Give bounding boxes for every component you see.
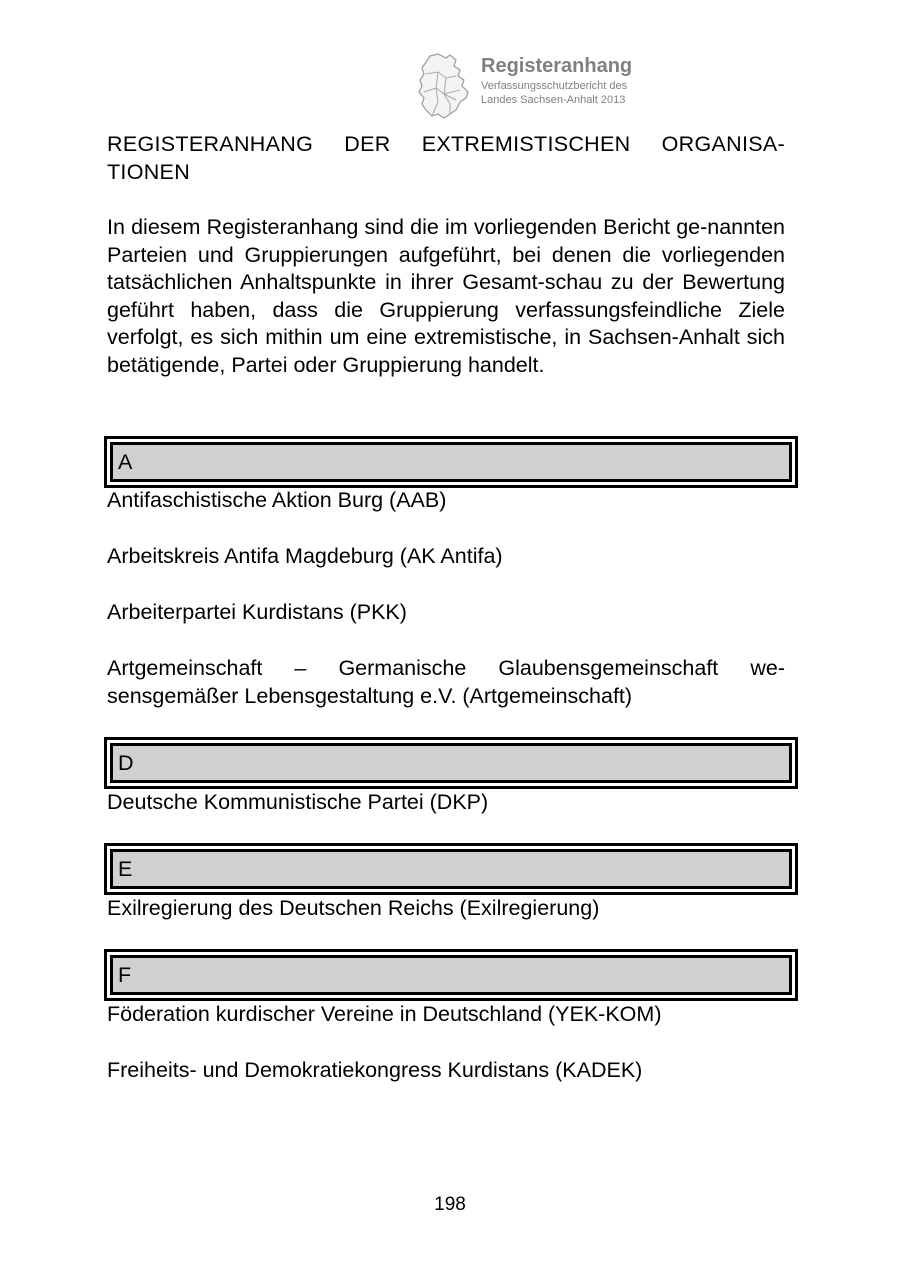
list-item: Arbeiterpartei Kurdistans (PKK) xyxy=(107,600,407,624)
section-letter: A xyxy=(110,442,792,482)
section-header-a xyxy=(104,436,798,488)
section-header-f xyxy=(104,949,798,1001)
section-letter: E xyxy=(110,849,792,889)
page-header xyxy=(416,52,676,122)
list-item: Föderation kurdischer Vereine in Deutschland (YEK-KOM) xyxy=(107,1002,662,1026)
list-item: Arbeitskreis Antifa Magdeburg (AK Antifa) xyxy=(107,544,503,568)
list-item: Deutsche Kommunistische Partei (DKP) xyxy=(107,790,489,814)
list-item: Artgemeinschaft – Germanische Glaubensgemeinschaft we-sensgemäßer Lebensgestaltung e.V. (Artgemeinschaft) xyxy=(107,656,785,708)
list-item: Exilregierung des Deutschen Reichs (Exilregierung) xyxy=(107,896,600,920)
section-letter: D xyxy=(110,743,792,783)
section-header-d xyxy=(104,737,798,789)
header-subtitle-line2: Landes Sachsen-Anhalt 2013 xyxy=(481,94,626,106)
list-item: Antifaschistische Aktion Burg (AAB) xyxy=(107,488,447,512)
header-title: Registeranhang xyxy=(481,55,633,77)
intro-paragraph: In diesem Registeranhang sind die im vorliegenden Bericht ge-nannten Parteien und Gruppierungen aufgeführt, bei denen die vorliegenden tatsächlichen Anhaltspunkte in ihrer Gesamt-schau zu der Bewertung geführt haben, dass die Gruppierung verfassungsfeindliche Ziele verfolgt, es sich mithin um eine extremistische, in Sachsen-Anhalt sich betätigende, Partei oder Gruppierung handelt. xyxy=(107,215,785,377)
header-subtitle-line1: Verfassungsschutzbericht des xyxy=(481,80,628,92)
saxony-anhalt-map-icon xyxy=(416,52,472,120)
page-content xyxy=(107,131,785,1082)
page-number: 198 xyxy=(434,1194,466,1215)
section-letter: F xyxy=(110,955,792,995)
section-header-e xyxy=(104,843,798,895)
page-title: REGISTERANHANG DER EXTREMISTISCHEN ORGANISA-TIONEN xyxy=(107,132,785,184)
list-item: Freiheits- und Demokratiekongress Kurdistans (KADEK) xyxy=(107,1058,643,1082)
